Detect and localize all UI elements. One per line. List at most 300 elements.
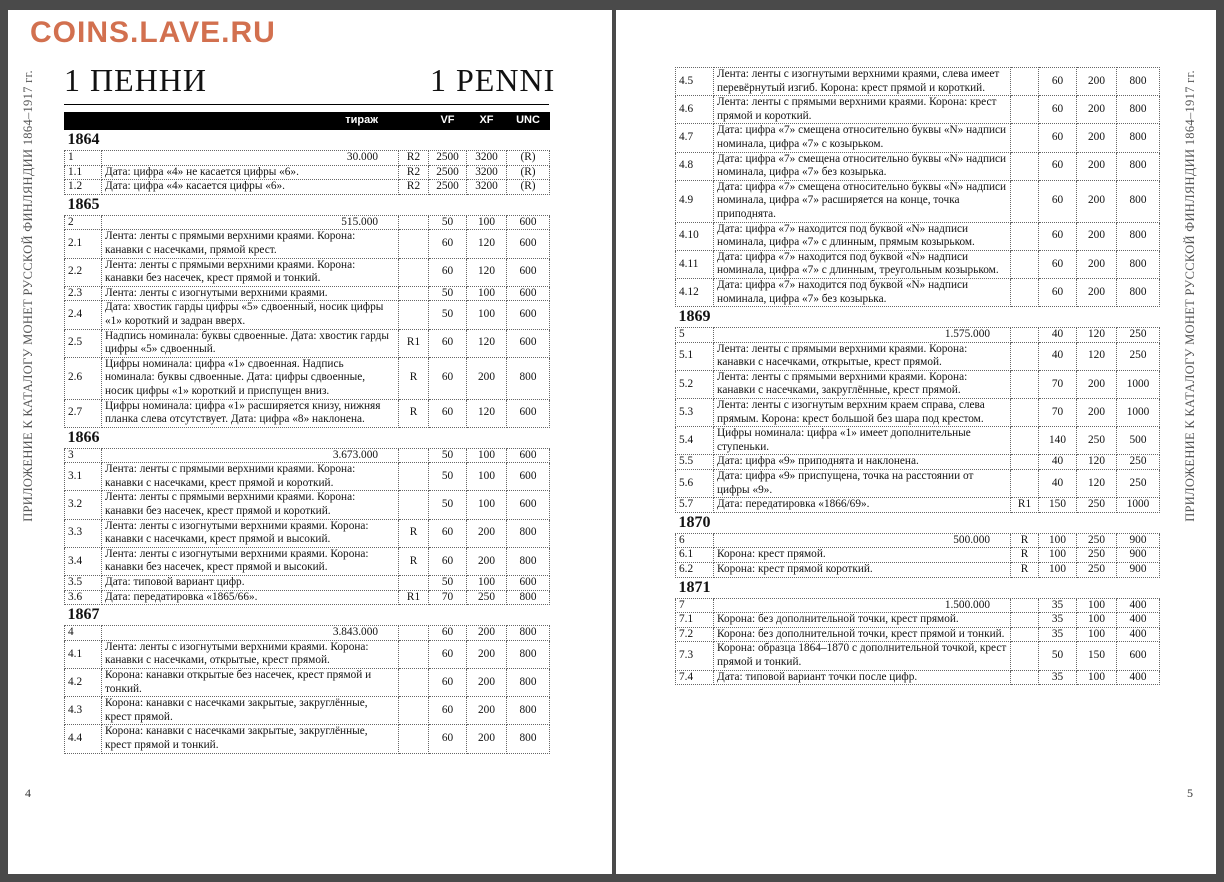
- price-unc: (R): [507, 165, 550, 180]
- variety-description: Корона: крест прямой.: [714, 548, 1011, 563]
- rarity-mark: [1011, 613, 1039, 628]
- price-unc: 400: [1117, 613, 1160, 628]
- variety-number: 4.6: [676, 96, 714, 124]
- price-xf: 200: [1077, 152, 1117, 180]
- table-row: [65, 329, 550, 357]
- variety-number: 5.2: [676, 370, 714, 398]
- variety-description: Лента: ленты с прямыми верхними краями. Корона: крест прямой и короткий.: [714, 96, 1011, 124]
- variety-description: Корона: канавки с насечками закрытые, закруглённые, крест прямой и тонкий.: [102, 725, 399, 753]
- price-xf: 150: [1077, 642, 1117, 670]
- price-unc: 800: [1117, 250, 1160, 278]
- price-xf: 200: [1077, 96, 1117, 124]
- price-vf: 40: [1039, 342, 1077, 370]
- price-unc: 900: [1117, 548, 1160, 563]
- price-vf: 150: [1039, 498, 1077, 513]
- variety-number: 3.1: [65, 463, 102, 491]
- variety-number: 6.1: [676, 548, 714, 563]
- table-row: [65, 215, 550, 230]
- variety-number: 6: [676, 533, 714, 548]
- price-unc: 800: [1117, 124, 1160, 152]
- price-vf: 60: [429, 725, 467, 753]
- price-vf: 35: [1039, 613, 1077, 628]
- variety-description: Дата: цифра «7» смещена относительно буквы «N» надписи номинала, цифра «7» с козырьком.: [714, 124, 1011, 152]
- price-vf: 60: [429, 258, 467, 286]
- year-heading-row: [676, 307, 1160, 328]
- price-xf: 120: [1077, 455, 1117, 470]
- rarity-mark: [399, 697, 429, 725]
- price-unc: 250: [1117, 470, 1160, 498]
- year-heading-row: [65, 605, 550, 626]
- price-unc: 400: [1117, 670, 1160, 685]
- variety-description: Надпись номинала: буквы сдвоенные. Дата: хвостик гарды цифры «5» сдвоенный.: [102, 329, 399, 357]
- variety-description: Лента: ленты с изогнутыми верхними краями, слева имеет перевёрнутый изгиб. Корона: крест прямой и короткий.: [714, 68, 1011, 96]
- price-xf: 200: [467, 697, 507, 725]
- rarity-mark: [399, 463, 429, 491]
- table-row: [676, 124, 1160, 152]
- variety-number: 2.3: [65, 286, 102, 301]
- price-unc: 600: [1117, 642, 1160, 670]
- rarity-mark: [1011, 598, 1039, 613]
- price-unc: 800: [507, 669, 550, 697]
- table-row: [676, 455, 1160, 470]
- price-xf: 200: [1077, 250, 1117, 278]
- price-xf: 200: [1077, 399, 1117, 427]
- rarity-mark: [1011, 642, 1039, 670]
- year-heading-row: [676, 577, 1160, 598]
- price-xf: 3200: [467, 180, 507, 195]
- year-heading: 1869: [676, 307, 1160, 328]
- table-row: [676, 370, 1160, 398]
- variety-number: 6.2: [676, 563, 714, 578]
- price-xf: 250: [467, 590, 507, 605]
- variety-number: 3: [65, 448, 102, 463]
- rarity-mark: R1: [1011, 498, 1039, 513]
- variety-description: Корона: крест прямой короткий.: [714, 563, 1011, 578]
- side-running-title: ПРИЛОЖЕНИЕ К КАТАЛОГУ МОНЕТ РУССКОЙ ФИНЛЯНДИИ 1864–1917 гг.: [21, 70, 35, 522]
- table-row: [676, 670, 1160, 685]
- price-unc: 800: [507, 626, 550, 641]
- catalog-page-left: [8, 10, 612, 874]
- variety-description: Цифры номинала: цифра «1» сдвоенная. Надпись номинала: буквы сдвоенные. Дата: цифры сдвоенные, носик цифры «1» короткий и приспущен вниз.: [102, 357, 399, 399]
- variety-description: Лента: ленты с изогнутыми верхними краями. Корона: канавки с насечками, открытые, крест прямой.: [102, 640, 399, 668]
- price-unc: (R): [507, 151, 550, 166]
- price-unc: 800: [507, 547, 550, 575]
- table-row: [65, 491, 550, 519]
- price-xf: 200: [467, 669, 507, 697]
- rarity-mark: R: [399, 357, 429, 399]
- price-vf: 60: [429, 329, 467, 357]
- variety-number: 4.9: [676, 180, 714, 222]
- variety-description: Лента: ленты с прямыми верхними краями. Корона: канавки с насечками, открытые, крест прямой.: [714, 342, 1011, 370]
- price-unc: 800: [1117, 152, 1160, 180]
- rarity-mark: [1011, 328, 1039, 343]
- variety-number: 4.8: [676, 152, 714, 180]
- mintage-value: 500.000: [714, 533, 1011, 548]
- year-heading: 1866: [65, 427, 550, 448]
- rarity-mark: [399, 640, 429, 668]
- table-row: [676, 278, 1160, 306]
- price-unc: (R): [507, 180, 550, 195]
- price-unc: 1000: [1117, 498, 1160, 513]
- price-vf: 60: [1039, 250, 1077, 278]
- price-unc: 800: [1117, 96, 1160, 124]
- price-xf: 120: [467, 329, 507, 357]
- price-unc: 800: [507, 640, 550, 668]
- rarity-mark: [1011, 180, 1039, 222]
- price-vf: 100: [1039, 548, 1077, 563]
- rarity-mark: [1011, 370, 1039, 398]
- price-unc: 250: [1117, 328, 1160, 343]
- price-vf: 60: [429, 230, 467, 258]
- column-header-unc: UNC: [507, 113, 550, 130]
- price-unc: 800: [1117, 180, 1160, 222]
- rarity-mark: [1011, 96, 1039, 124]
- price-vf: 100: [1039, 533, 1077, 548]
- variety-description: Дата: цифра «4» не касается цифры «6».: [102, 165, 399, 180]
- variety-description: Лента: ленты с прямыми верхними краями. Корона: канавки без насечек, крест прямой и короткий.: [102, 491, 399, 519]
- rarity-mark: [1011, 670, 1039, 685]
- table-row: [65, 151, 550, 166]
- price-unc: 800: [507, 519, 550, 547]
- column-header-vf: VF: [429, 113, 467, 130]
- variety-number: 2.4: [65, 301, 102, 329]
- variety-number: 7.3: [676, 642, 714, 670]
- variety-number: 3.3: [65, 519, 102, 547]
- rarity-mark: [1011, 399, 1039, 427]
- price-xf: 100: [1077, 613, 1117, 628]
- variety-number: 7: [676, 598, 714, 613]
- rarity-mark: [1011, 222, 1039, 250]
- price-xf: 120: [467, 230, 507, 258]
- price-xf: 250: [1077, 498, 1117, 513]
- year-heading-row: [676, 512, 1160, 533]
- variety-description: Дата: хвостик гарды цифры «5» сдвоенный, носик цифры «1» короткий и задран вверх.: [102, 301, 399, 329]
- mintage-value: 1.500.000: [714, 598, 1011, 613]
- table-row: [65, 725, 550, 753]
- variety-description: Дата: цифра «7» смещена относительно буквы «N» надписи номинала, цифра «7» расширяется на конце, точка приподнята.: [714, 180, 1011, 222]
- rarity-mark: R: [1011, 563, 1039, 578]
- table-row: [676, 96, 1160, 124]
- variety-description: Дата: цифра «7» смещена относительно буквы «N» надписи номинала, цифра «7» без козырька.: [714, 152, 1011, 180]
- price-vf: 100: [1039, 563, 1077, 578]
- price-vf: 50: [1039, 642, 1077, 670]
- variety-description: Лента: ленты с изогнутыми верхними краями. Корона: канавки с насечками, крест прямой и высокий.: [102, 519, 399, 547]
- price-unc: 600: [507, 230, 550, 258]
- rarity-mark: R2: [399, 165, 429, 180]
- table-row: [676, 68, 1160, 96]
- page-title-ru: 1 ПЕННИ: [64, 62, 207, 98]
- price-xf: 200: [467, 357, 507, 399]
- table-row: [676, 548, 1160, 563]
- price-xf: 100: [467, 576, 507, 591]
- price-unc: 600: [507, 215, 550, 230]
- rarity-mark: [399, 230, 429, 258]
- rarity-mark: R1: [399, 329, 429, 357]
- price-xf: 100: [1077, 670, 1117, 685]
- variety-description: Цифры номинала: цифра «1» имеет дополнительные ступеньки.: [714, 427, 1011, 455]
- table-header: [65, 113, 550, 130]
- year-heading: 1871: [676, 577, 1160, 598]
- price-xf: 250: [1077, 563, 1117, 578]
- price-unc: 800: [507, 725, 550, 753]
- variety-number: 5.5: [676, 455, 714, 470]
- price-unc: 600: [507, 399, 550, 427]
- table-row: [676, 598, 1160, 613]
- rarity-mark: R2: [399, 180, 429, 195]
- price-unc: 250: [1117, 342, 1160, 370]
- table-row: [65, 258, 550, 286]
- price-xf: 200: [1077, 222, 1117, 250]
- price-vf: 60: [429, 697, 467, 725]
- column-header-mintage: тираж: [102, 113, 399, 130]
- price-vf: 35: [1039, 598, 1077, 613]
- price-xf: 100: [467, 215, 507, 230]
- price-xf: 100: [1077, 627, 1117, 642]
- rarity-mark: [1011, 68, 1039, 96]
- price-vf: 40: [1039, 328, 1077, 343]
- price-unc: 600: [507, 576, 550, 591]
- price-vf: 50: [429, 491, 467, 519]
- rarity-mark: [1011, 342, 1039, 370]
- variety-number: 2.2: [65, 258, 102, 286]
- price-vf: 2500: [429, 180, 467, 195]
- mintage-value: 1.575.000: [714, 328, 1011, 343]
- variety-description: Дата: типовой вариант точки после цифр.: [714, 670, 1011, 685]
- price-xf: 200: [1077, 180, 1117, 222]
- variety-number: 5.4: [676, 427, 714, 455]
- variety-description: Корона: канавки открытые без насечек, крест прямой и тонкий.: [102, 669, 399, 697]
- rarity-mark: [399, 301, 429, 329]
- price-vf: 40: [1039, 455, 1077, 470]
- year-heading-row: [65, 427, 550, 448]
- table-row: [676, 627, 1160, 642]
- variety-number: 5.7: [676, 498, 714, 513]
- price-unc: 600: [507, 463, 550, 491]
- variety-number: 3.2: [65, 491, 102, 519]
- variety-description: Дата: типовой вариант цифр.: [102, 576, 399, 591]
- rarity-mark: [399, 725, 429, 753]
- price-xf: 200: [1077, 68, 1117, 96]
- price-xf: 120: [1077, 342, 1117, 370]
- price-vf: 70: [1039, 399, 1077, 427]
- variety-number: 2.6: [65, 357, 102, 399]
- price-unc: 800: [1117, 68, 1160, 96]
- rarity-mark: [1011, 427, 1039, 455]
- price-vf: 35: [1039, 627, 1077, 642]
- mintage-value: 30.000: [102, 151, 399, 166]
- side-running-title: ПРИЛОЖЕНИЕ К КАТАЛОГУ МОНЕТ РУССКОЙ ФИНЛЯНДИИ 1864–1917 гг.: [1183, 70, 1197, 522]
- variety-number: 4.11: [676, 250, 714, 278]
- table-row: [676, 533, 1160, 548]
- year-heading: 1865: [65, 194, 550, 215]
- price-unc: 600: [507, 448, 550, 463]
- variety-number: 4.2: [65, 669, 102, 697]
- price-unc: 800: [1117, 278, 1160, 306]
- variety-description: Лента: ленты с изогнутыми верхними краями.: [102, 286, 399, 301]
- rarity-mark: [399, 258, 429, 286]
- table-row: [65, 669, 550, 697]
- price-unc: 400: [1117, 598, 1160, 613]
- page-number-left: 4: [25, 786, 31, 800]
- price-vf: 60: [429, 640, 467, 668]
- price-vf: 140: [1039, 427, 1077, 455]
- variety-number: 7.1: [676, 613, 714, 628]
- price-xf: 200: [1077, 278, 1117, 306]
- variety-table-right: [675, 67, 1160, 685]
- table-row: [65, 697, 550, 725]
- title-rule: [64, 104, 549, 105]
- variety-number: 2.1: [65, 230, 102, 258]
- rarity-mark: [399, 215, 429, 230]
- table-row: [65, 180, 550, 195]
- rarity-mark: [399, 576, 429, 591]
- price-vf: 60: [429, 547, 467, 575]
- price-vf: 60: [429, 357, 467, 399]
- table-row: [65, 640, 550, 668]
- column-header-xf: XF: [467, 113, 507, 130]
- variety-description: Корона: без дополнительной точки, крест прямой.: [714, 613, 1011, 628]
- variety-description: Дата: передатировка «1865/66».: [102, 590, 399, 605]
- variety-description: Цифры номинала: цифра «1» расширяется книзу, нижняя планка слева отсутствует. Дата: цифра «8» наклонена.: [102, 399, 399, 427]
- variety-description: Дата: цифра «7» находится под буквой «N» надписи номинала, цифра «7» без козырька.: [714, 278, 1011, 306]
- price-unc: 400: [1117, 627, 1160, 642]
- variety-number: 4.1: [65, 640, 102, 668]
- price-vf: 60: [1039, 152, 1077, 180]
- variety-description: Лента: ленты с изогнутыми верхними краями. Корона: канавки без насечек, крест прямой и высокий.: [102, 547, 399, 575]
- price-xf: 3200: [467, 151, 507, 166]
- price-xf: 100: [467, 286, 507, 301]
- table-row: [676, 342, 1160, 370]
- price-vf: 60: [1039, 278, 1077, 306]
- table-row: [676, 427, 1160, 455]
- variety-number: 5.1: [676, 342, 714, 370]
- price-vf: 50: [429, 215, 467, 230]
- variety-number: 5: [676, 328, 714, 343]
- variety-number: 3.5: [65, 576, 102, 591]
- variety-number: 4.10: [676, 222, 714, 250]
- table-row: [65, 463, 550, 491]
- price-xf: 200: [467, 640, 507, 668]
- price-xf: 100: [467, 301, 507, 329]
- price-vf: 35: [1039, 670, 1077, 685]
- price-vf: 60: [429, 626, 467, 641]
- rarity-mark: R: [399, 399, 429, 427]
- variety-description: Лента: ленты с прямыми верхними краями. Корона: канавки без насечек, крест прямой и тонкий.: [102, 258, 399, 286]
- price-xf: 3200: [467, 165, 507, 180]
- price-vf: 70: [1039, 370, 1077, 398]
- variety-description: Лента: ленты с прямыми верхними краями. Корона: канавки с насечками, закруглённые, крест прямой.: [714, 370, 1011, 398]
- year-heading: 1870: [676, 512, 1160, 533]
- variety-description: Дата: цифра «9» приспущена, точка на расстоянии от цифры «9».: [714, 470, 1011, 498]
- variety-number: 2.7: [65, 399, 102, 427]
- table-row: [676, 613, 1160, 628]
- price-vf: 50: [429, 286, 467, 301]
- variety-description: Дата: цифра «9» приподнята и наклонена.: [714, 455, 1011, 470]
- rarity-mark: R: [399, 519, 429, 547]
- variety-number: 2.5: [65, 329, 102, 357]
- variety-number: 4.12: [676, 278, 714, 306]
- price-vf: 2500: [429, 165, 467, 180]
- variety-number: 4.5: [676, 68, 714, 96]
- price-vf: 50: [429, 463, 467, 491]
- price-xf: 250: [1077, 427, 1117, 455]
- variety-number: 4: [65, 626, 102, 641]
- table-row: [65, 357, 550, 399]
- variety-number: 4.7: [676, 124, 714, 152]
- variety-description: Дата: цифра «7» находится под буквой «N» надписи номинала, цифра «7» с длинным, треугольным козырьком.: [714, 250, 1011, 278]
- price-xf: 200: [1077, 370, 1117, 398]
- price-xf: 120: [467, 399, 507, 427]
- variety-description: Корона: канавки с насечками закрытые, закруглённые, крест прямой.: [102, 697, 399, 725]
- rarity-mark: [399, 448, 429, 463]
- page-title-en: 1 PENNI: [430, 62, 556, 98]
- variety-number: 1.1: [65, 165, 102, 180]
- price-vf: 60: [1039, 68, 1077, 96]
- price-xf: 250: [1077, 548, 1117, 563]
- price-xf: 100: [467, 491, 507, 519]
- table-row: [676, 642, 1160, 670]
- year-heading-row: [65, 130, 550, 151]
- table-row: [676, 180, 1160, 222]
- rarity-mark: R2: [399, 151, 429, 166]
- rarity-mark: [1011, 124, 1039, 152]
- price-vf: 50: [429, 301, 467, 329]
- variety-description: Корона: образца 1864–1870 с дополнительной точкой, крест прямой и тонкий.: [714, 642, 1011, 670]
- table-row: [65, 230, 550, 258]
- rarity-mark: R: [1011, 533, 1039, 548]
- rarity-mark: [1011, 455, 1039, 470]
- variety-description: Дата: передатировка «1866/69».: [714, 498, 1011, 513]
- variety-number: 5.6: [676, 470, 714, 498]
- price-vf: 60: [429, 399, 467, 427]
- year-heading-row: [65, 194, 550, 215]
- rarity-mark: [1011, 152, 1039, 180]
- price-xf: 200: [467, 725, 507, 753]
- price-unc: 900: [1117, 563, 1160, 578]
- rarity-mark: [399, 669, 429, 697]
- variety-description: Дата: цифра «4» касается цифры «6».: [102, 180, 399, 195]
- variety-table-left: [64, 112, 550, 754]
- variety-description: Лента: ленты с прямыми верхними краями. Корона: канавки с насечками, прямой крест.: [102, 230, 399, 258]
- table-row: [65, 399, 550, 427]
- table-row: [676, 222, 1160, 250]
- price-xf: 200: [1077, 124, 1117, 152]
- mintage-value: 515.000: [102, 215, 399, 230]
- rarity-mark: [399, 491, 429, 519]
- year-heading: 1867: [65, 605, 550, 626]
- price-vf: 60: [429, 519, 467, 547]
- price-unc: 1000: [1117, 399, 1160, 427]
- price-unc: 600: [507, 301, 550, 329]
- table-row: [676, 250, 1160, 278]
- price-xf: 120: [1077, 328, 1117, 343]
- price-unc: 800: [507, 697, 550, 725]
- price-unc: 600: [507, 329, 550, 357]
- price-xf: 200: [467, 626, 507, 641]
- price-xf: 120: [467, 258, 507, 286]
- table-row: [65, 590, 550, 605]
- price-unc: 800: [1117, 222, 1160, 250]
- table-row: [65, 286, 550, 301]
- variety-number: 3.4: [65, 547, 102, 575]
- variety-number: 4.4: [65, 725, 102, 753]
- price-xf: 100: [467, 448, 507, 463]
- price-vf: 60: [1039, 180, 1077, 222]
- price-xf: 200: [467, 547, 507, 575]
- table-row: [65, 519, 550, 547]
- price-unc: 800: [507, 357, 550, 399]
- price-vf: 70: [429, 590, 467, 605]
